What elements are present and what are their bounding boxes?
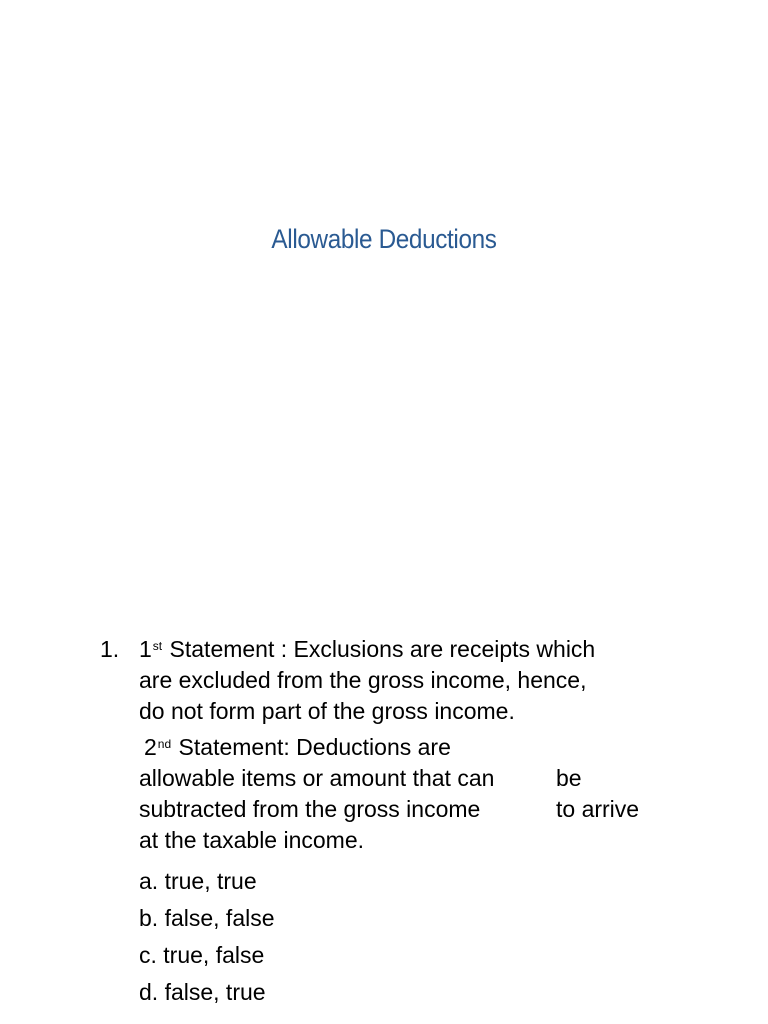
statement-2-line-3-a: subtracted from the gross income — [139, 796, 481, 822]
statement-1-line-2: are excluded from the gross income, hence, — [139, 667, 587, 693]
statement-1-line-3: do not form part of the gross income. — [139, 698, 515, 724]
statement-2-line-2 — [139, 763, 679, 794]
statement-2 — [139, 732, 679, 763]
statement-2-text: Statement: Deductions are — [172, 734, 451, 760]
statement-2-line-3 — [139, 794, 679, 825]
question-number: 1. — [100, 636, 120, 662]
option-c: c. true, false — [139, 942, 265, 968]
option-b: b. false, false — [139, 905, 275, 931]
statement-1-ordinal: 1 — [139, 636, 152, 662]
statement-1-ordinal-suffix: st — [152, 639, 163, 653]
statement-2-line-4: at the taxable income. — [139, 827, 365, 853]
statement-2-line-3-b: to arrive — [556, 796, 640, 822]
question-body — [139, 634, 679, 1011]
statement-2-line-2-b: be — [556, 765, 582, 791]
statement-2-line-1 — [144, 732, 679, 763]
statement-2-continued — [139, 763, 679, 856]
statement-1 — [139, 634, 679, 727]
statement-2-line-2-a: allowable items or amount that can — [139, 765, 495, 791]
answer-options — [139, 863, 679, 1011]
statement-1-text: Statement : Exclusions are receipts which — [163, 636, 596, 662]
statement-2-ordinal: 2 — [144, 734, 157, 760]
option-a: a. true, true — [139, 868, 257, 894]
option-d: d. false, true — [139, 979, 266, 1005]
statement-2-ordinal-suffix: nd — [157, 737, 172, 751]
statement-1-line-1 — [139, 634, 679, 665]
slide-title: Allowable Deductions — [271, 224, 497, 254]
